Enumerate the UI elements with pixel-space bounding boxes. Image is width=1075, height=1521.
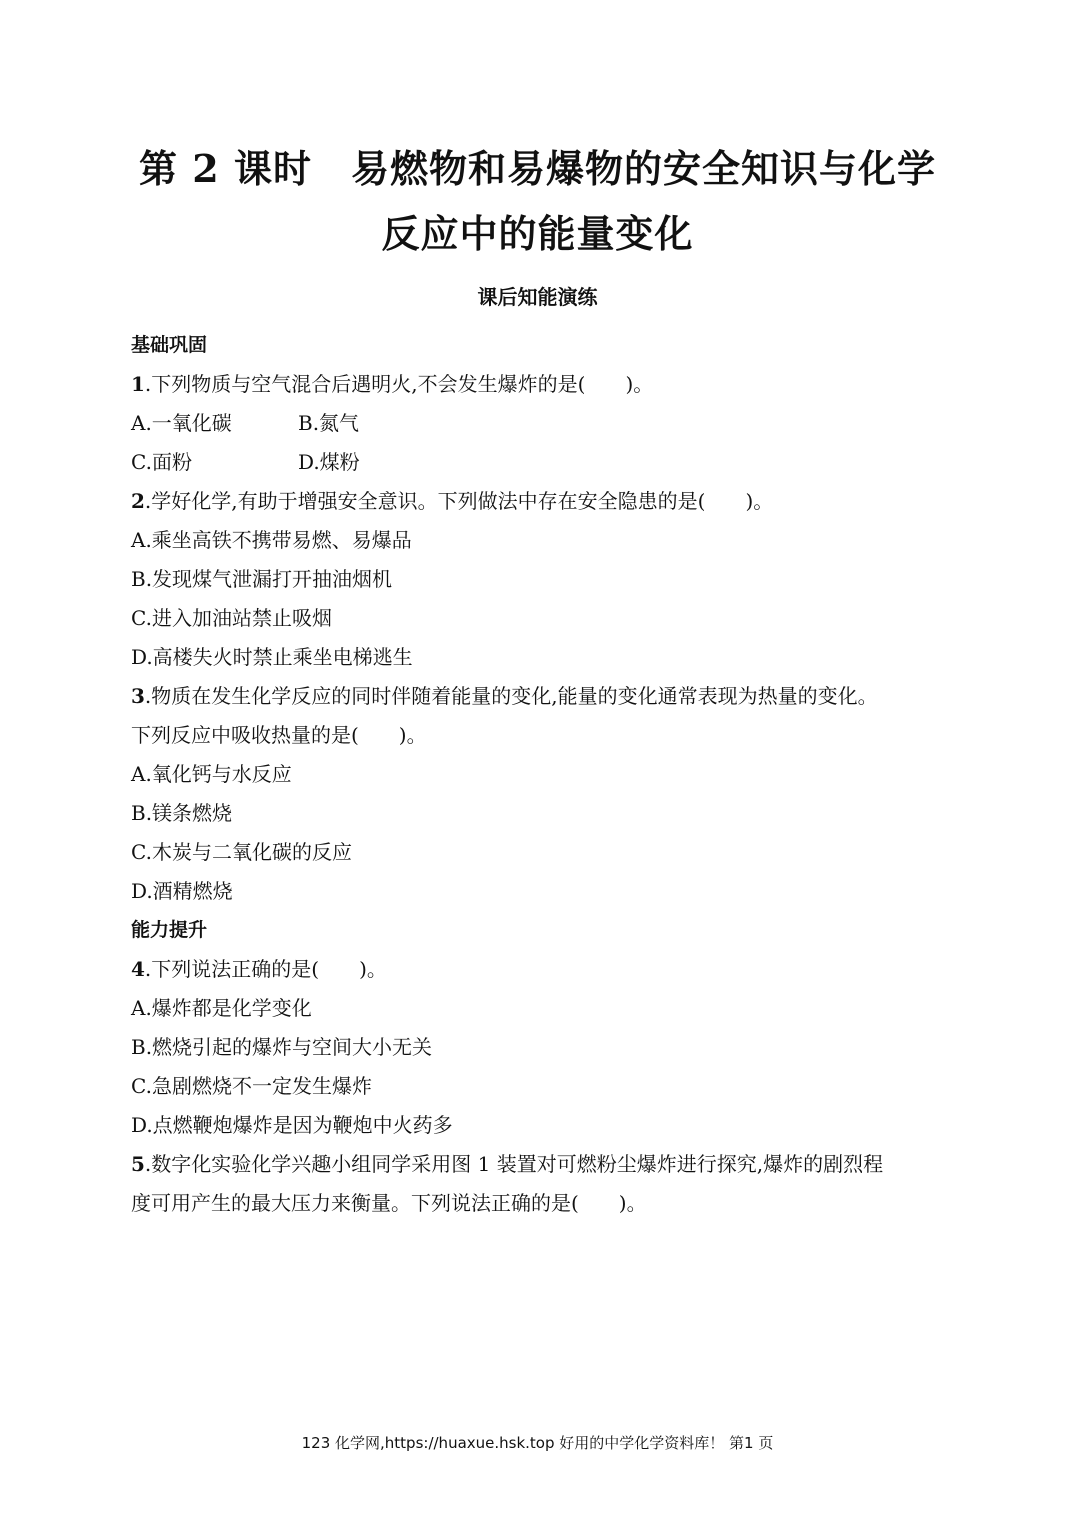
question-text: .学好化学,有助于增强安全意识。下列做法中存在安全隐患的是( )。 <box>144 489 774 513</box>
option-a: A.一氧化碳 <box>131 411 232 435</box>
option-a: A.氧化钙与水反应 <box>131 762 292 786</box>
exercise-content <box>131 326 951 1223</box>
option-d: D.煤粉 <box>298 450 360 474</box>
page-subtitle: 课后知能演练 <box>477 285 598 309</box>
option-c: C.急剧燃烧不一定发生爆炸 <box>131 1074 372 1098</box>
option-d: D.高楼失火时禁止乘坐电梯逃生 <box>131 645 413 669</box>
question-text: .数字化实验化学兴趣小组同学采用图 1 装置对可燃粉尘爆炸进行探究,爆炸的剧烈程 <box>144 1152 884 1176</box>
option-b: B.发现煤气泄漏打开抽油烟机 <box>131 567 393 591</box>
option-b: B.氮气 <box>298 411 360 435</box>
question-number: 2 <box>131 489 145 513</box>
page-title-line-1: 第 2 课时 易燃物和易爆物的安全知识与化学 <box>139 146 936 191</box>
section-heading-advanced: 能力提升 <box>131 919 208 941</box>
option-b: B.镁条燃烧 <box>131 801 233 825</box>
option-d: D.点燃鞭炮爆炸是因为鞭炮中火药多 <box>131 1113 453 1137</box>
question-text: .物质在发生化学反应的同时伴随着能量的变化,能量的变化通常表现为热量的变化。 <box>144 684 878 708</box>
question-3-stem <box>131 677 951 716</box>
question-text: .下列物质与空气混合后遇明火,不会发生爆炸的是( )。 <box>144 372 654 396</box>
option-a: A.乘坐高铁不携带易燃、易爆品 <box>131 528 412 552</box>
page-title-line-2: 反应中的能量变化 <box>381 211 694 256</box>
question-number: 4 <box>131 957 145 981</box>
option-c: C.进入加油站禁止吸烟 <box>131 606 332 630</box>
question-text: .下列说法正确的是( )。 <box>144 957 387 981</box>
question-2-stem <box>131 482 951 521</box>
question-5-stem-continued: 度可用产生的最大压力来衡量。下列说法正确的是( )。 <box>131 1191 647 1215</box>
question-number: 3 <box>131 684 145 708</box>
option-b: B.燃烧引起的爆炸与空间大小无关 <box>131 1035 433 1059</box>
question-1-options-row-1 <box>131 404 951 443</box>
question-5-stem <box>131 1145 951 1184</box>
question-number: 5 <box>131 1152 145 1176</box>
option-d: D.酒精燃烧 <box>131 879 233 903</box>
question-1-stem <box>131 365 951 404</box>
option-c: C.木炭与二氧化碳的反应 <box>131 840 352 864</box>
option-c: C.面粉 <box>131 450 192 474</box>
question-number: 1 <box>131 372 145 396</box>
section-heading-basic: 基础巩固 <box>131 334 208 356</box>
option-a: A.爆炸都是化学变化 <box>131 996 312 1020</box>
question-4-stem <box>131 950 951 989</box>
question-3-stem-continued: 下列反应中吸收热量的是( )。 <box>131 723 427 747</box>
page-footer: 123 化学网,https://huaxue.hsk.top 好用的中学化学资料库！ 第1 页 <box>301 1434 774 1452</box>
question-1-options-row-2 <box>131 443 951 482</box>
